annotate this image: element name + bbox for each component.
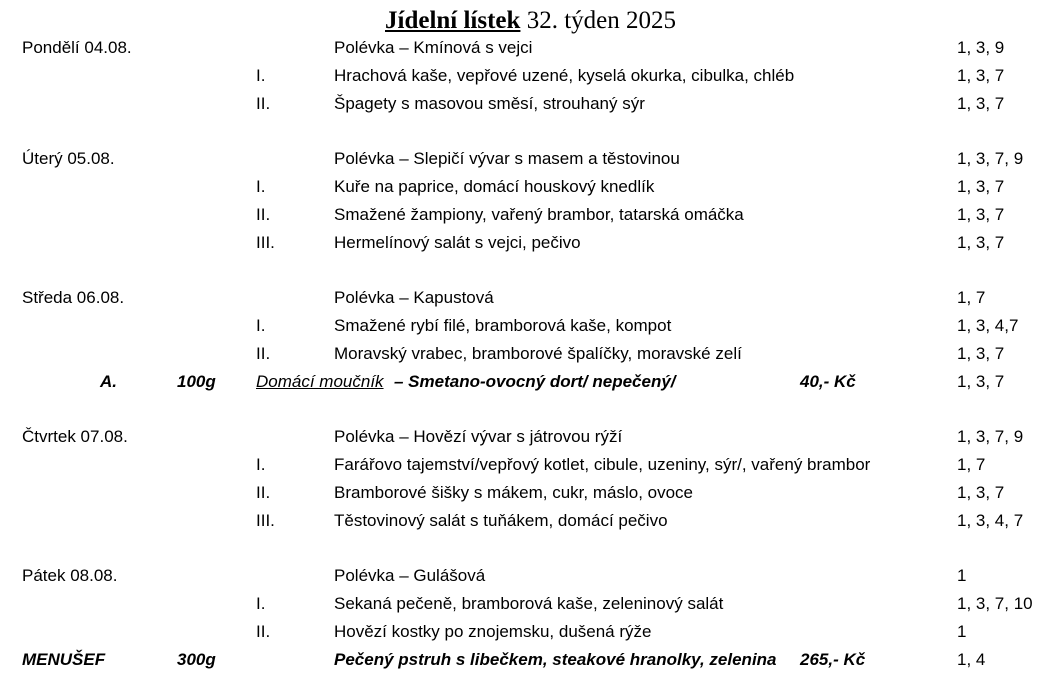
- chef-menu-text: Pečený pstruh s libečkem, steakové hranolky, zelenina: [334, 650, 777, 669]
- meal-text: Hermelínový salát s vejci, pečivo: [334, 233, 581, 252]
- meal-text: Smažené rybí filé, bramborová kaše, kompot: [334, 316, 672, 335]
- day-label: Úterý 05.08.: [22, 149, 115, 168]
- meal-number: I.: [256, 594, 266, 613]
- allergens: 1, 3, 7: [957, 94, 1005, 113]
- meal-number: III.: [256, 511, 275, 530]
- chef-menu-row: [0, 647, 1061, 673]
- meal-text: Těstovinový salát s tuňákem, domácí pečivo: [334, 511, 668, 530]
- meal-row: [0, 202, 1061, 228]
- meal-row: [0, 452, 1061, 478]
- day-label: Čtvrtek 07.08.: [22, 427, 128, 446]
- day-label: Středa 06.08.: [22, 288, 125, 307]
- soup-text: Polévka – Slepičí vývar s masem a těstovinou: [334, 149, 680, 168]
- dessert-text: – Smetano-ovocný dort/ nepečený/: [394, 372, 676, 391]
- meal-number: I.: [256, 66, 266, 85]
- day-row-tuesday: [0, 146, 1061, 172]
- meal-row: [0, 619, 1061, 645]
- meal-row: [0, 313, 1061, 339]
- meal-number: II.: [256, 622, 271, 641]
- soup-text: Polévka – Gulášová: [334, 566, 486, 585]
- allergens: 1, 3, 9: [957, 38, 1005, 57]
- day-label: Pondělí 04.08.: [22, 38, 132, 57]
- allergens: 1, 3, 7: [957, 483, 1005, 502]
- allergens: 1, 3, 7, 9: [957, 149, 1024, 168]
- meal-row: [0, 480, 1061, 506]
- dessert-row: [0, 369, 1061, 395]
- allergens: 1, 3, 7, 10: [957, 594, 1033, 613]
- meal-number: I.: [256, 316, 266, 335]
- title-week: 32. týden 2025: [526, 7, 676, 34]
- day-row-wednesday: [0, 285, 1061, 311]
- allergens: 1, 3, 7, 9: [957, 427, 1024, 446]
- soup-text: Polévka – Kapustová: [334, 288, 494, 307]
- meal-text: Farářovo tajemství/vepřový kotlet, cibule, uzeniny, sýr/, vařený brambor: [334, 455, 871, 474]
- meal-text: Kuře na paprice, domácí houskový knedlík: [334, 177, 655, 196]
- meal-row: [0, 341, 1061, 367]
- meal-text: Moravský vrabec, bramborové špalíčky, moravské zelí: [334, 344, 742, 363]
- meal-text: Hrachová kaše, vepřové uzené, kyselá okurka, cibulka, chléb: [334, 66, 795, 85]
- allergens: 1, 7: [957, 455, 986, 474]
- allergens: 1, 3, 7: [957, 372, 1005, 391]
- meal-number: I.: [256, 455, 266, 474]
- meal-text: Špagety s masovou směsí, strouhaný sýr: [334, 94, 645, 113]
- meal-row: [0, 174, 1061, 200]
- dessert-label: A.: [100, 372, 117, 391]
- meal-row: [0, 63, 1061, 89]
- allergens: 1: [957, 622, 967, 641]
- allergens: 1, 3, 4, 7: [957, 511, 1024, 530]
- title-bold: Jídelní lístek: [385, 7, 521, 34]
- meal-text: Hovězí kostky po znojemsku, dušená rýže: [334, 622, 652, 641]
- meal-number: I.: [256, 177, 266, 196]
- chef-menu-price: 265,- Kč: [800, 650, 866, 669]
- meal-row: [0, 230, 1061, 256]
- allergens: 1: [957, 566, 967, 585]
- allergens: 1, 7: [957, 288, 986, 307]
- chef-menu-label: MENUŠEF: [22, 650, 106, 669]
- meal-row: [0, 591, 1061, 617]
- day-label: Pátek 08.08.: [22, 566, 118, 585]
- allergens: 1, 3, 7: [957, 177, 1005, 196]
- meal-number: II.: [256, 205, 271, 224]
- meal-number: II.: [256, 483, 271, 502]
- meal-row: [0, 91, 1061, 117]
- day-row-thursday: [0, 424, 1061, 450]
- allergens: 1, 3, 4,7: [957, 316, 1019, 335]
- dessert-weight: 100g: [177, 372, 216, 391]
- day-row-monday: [0, 35, 1061, 61]
- meal-number: III.: [256, 233, 275, 252]
- allergens: 1, 3, 7: [957, 205, 1005, 224]
- meal-text: Smažené žampiony, vařený brambor, tatarská omáčka: [334, 205, 744, 224]
- page-title: [0, 6, 1061, 36]
- soup-text: Polévka – Hovězí vývar s játrovou rýží: [334, 427, 623, 446]
- dessert-price: 40,- Kč: [800, 372, 856, 391]
- chef-menu-weight: 300g: [177, 650, 216, 669]
- meal-row: [0, 508, 1061, 534]
- allergens: 1, 3, 7: [957, 66, 1005, 85]
- allergens: 1, 3, 7: [957, 344, 1005, 363]
- allergens: 1, 3, 7: [957, 233, 1005, 252]
- meal-number: II.: [256, 344, 271, 363]
- meal-text: Bramborové šišky s mákem, cukr, máslo, ovoce: [334, 483, 694, 502]
- allergens: 1, 4: [957, 650, 986, 669]
- day-row-friday: [0, 563, 1061, 589]
- soup-text: Polévka – Kmínová s vejci: [334, 38, 533, 57]
- meal-text: Sekaná pečeně, bramborová kaše, zeleninový salát: [334, 594, 724, 613]
- meal-number: II.: [256, 94, 271, 113]
- dessert-category: Domácí moučník: [256, 372, 384, 391]
